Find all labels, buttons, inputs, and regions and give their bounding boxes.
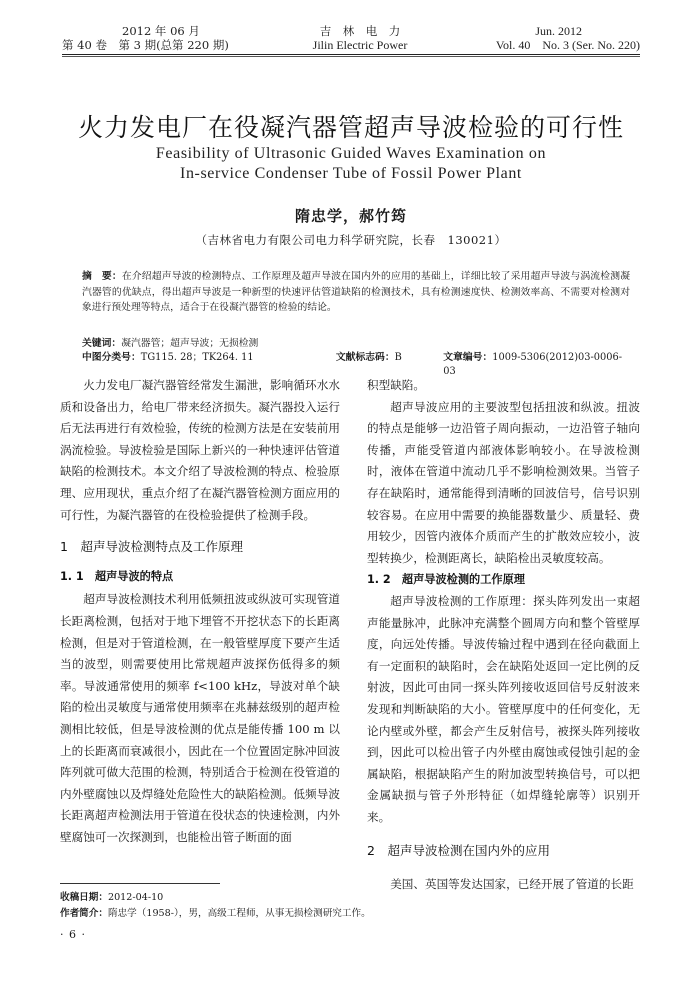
- keywords-label: 关键词：: [82, 338, 122, 349]
- paper-title-en: [62, 144, 640, 184]
- abstract-label: 摘 要：: [82, 271, 122, 282]
- author-bio-label: 作者简介：: [60, 908, 108, 919]
- page-number: · 6 ·: [60, 928, 86, 941]
- received-date-value: 2012-04-10: [107, 892, 164, 903]
- article-number-value: 1009-5306(2012)03-0006-03: [443, 352, 623, 377]
- section-2-heading: 2 超声导波检测在国内外的应用: [367, 843, 550, 859]
- paper-title-en-line2: In-service Condenser Tube of Fossil Power Plant: [180, 165, 522, 182]
- journal-volume: 第 40 卷 第 3 期(总第 220 期): [62, 38, 229, 52]
- author-bio: [60, 906, 640, 922]
- abstract-text: 在介绍超声导波的检测特点、工作原理及超声导波在国内外的应用的基础上，详细比较了采用超声导波与涡流检测凝汽器管的优缺点，得出超声导波是一种新型的快速评估管道缺陷的检测技术，具有检测速度快、检测效率高、不需要对检测对象进行预处理等特点，适合于在役凝汽器管的检验的结论。: [82, 271, 631, 313]
- body-right-column: [367, 375, 640, 896]
- header-rule: [62, 54, 640, 55]
- abstract: [82, 269, 630, 316]
- clc-value: TG115. 28；TK264. 11: [140, 352, 254, 363]
- footnotes: [60, 890, 640, 922]
- authors: 隋忠学，郝竹筠: [294, 207, 407, 225]
- article-meta: [82, 337, 630, 379]
- keywords: [82, 337, 630, 351]
- journal-name: [290, 24, 430, 52]
- journal-name-en: Jilin Electric Power: [312, 38, 408, 52]
- clc-label: 中图分类号：: [82, 352, 141, 363]
- footnote-rule: [60, 883, 220, 884]
- journal-date-volume: [62, 24, 262, 52]
- journal-date-en: Jun. 2012: [535, 24, 582, 38]
- section-1-1-paragraph: 超声导波检测技术利用低频扭波或纵波可实现管道长距离检测，包括对于地下埋管不开挖状态下的长距离检测，但是对于管道检测，在一般管壁厚度下要产生适当的波型，则需要使用比常规超声波探伤低得多的频率。导波通常使用的频率 f<100 kHz，导波对单个缺陷的检出灵敏度与通常使用频率在兆赫兹级别的超声检测相比较低，但是导波检测的优点是能传播 100 m 以上的长距离而衰减很小，因此在一个位置固定脉冲回波阵列就可做大范围的检测，特别适合于检测在役管道的内外壁腐蚀以及焊缝处危险性大的缺陷检测。低频导波长距离超声检测法用于管道在役状态的快速检测，内外壁腐蚀可一次探测到，也能检出管子断面的面: [60, 592, 340, 844]
- author-bio-text: 隋忠学（1958-），男，高级工程师，从事无损检测研究工作。: [107, 908, 371, 919]
- section-1-2-heading: 1. 2 超声导波检测的工作原理: [367, 573, 525, 587]
- journal-date-volume-en: [460, 24, 640, 52]
- journal-name-zh: 吉 林 电 力: [319, 24, 401, 38]
- wave-type-paragraph: 超声导波应用的主要波型包括扭波和纵波。扭波的特点是能够一边沿管子周向振动，一边沿管子轴向传播，声能受管道内部液体影响较小。在导波检测时，液体在管道中流动几乎不影响检测效果。当管子存在缺陷时，通常能得到清晰的回波信号，信号识别较容易。在应用中需要的换能器数量少、质量轻、费用较少，因管内液体介质而产生的扩散效应较小，波型转换少，检测距离长，缺陷检出灵敏度较高。: [367, 399, 640, 565]
- intro-paragraph: 火力发电厂凝汽器管经常发生漏泄，影响循环水水质和设备出力，给电厂带来经济损失。凝汽器投入运行后无法再进行有效检验，传统的检测方法是在安装前用涡流检验。导波检验是国际上新兴的一种快速评估管道缺陷的检测技术。本文介绍了导波检测的特点、检验原理、应用现状，重点介绍了在凝汽器管检测方面应用的可行性，为凝汽器管的在役检验提供了检测手段。: [60, 378, 340, 522]
- received-date-label: 收稿日期：: [60, 892, 108, 903]
- continued-text: 积型缺陷。: [367, 378, 425, 392]
- header-rule-thin: [62, 56, 640, 57]
- doc-code-value: B: [394, 352, 402, 363]
- doc-code-label: 文献标志码：: [335, 352, 395, 363]
- section-1-1-heading: 1. 1 超声导波的特点: [60, 569, 174, 583]
- article-number-label: 文章编号：: [443, 352, 493, 363]
- journal-date: 2012 年 06 月: [122, 24, 200, 38]
- received-date: [60, 890, 640, 906]
- keywords-text: 凝汽器管；超声导波；无损检测: [121, 338, 259, 349]
- affiliation: （吉林省电力有限公司电力科学研究院，长春 130021）: [195, 233, 507, 247]
- journal-volume-en: Vol. 40 No. 3 (Ser. No. 220): [495, 38, 640, 52]
- section-1-2-paragraph: 超声导波检测的工作原理：探头阵列发出一束超声能量脉冲，此脉冲充满整个圆周方向和整个管壁厚度，向远处传播。导波传输过程中遇到在径向截面上有一定面积的缺陷时，会在缺陷处返回一定比例的反射波，因此可由同一探头阵列接收返回信号反射波来发现和判断缺陷的大小。管壁厚度中的任何变化，无论内壁或外壁，都会产生反射信号，被探头阵列接收到，因此可以检出管子内外壁由腐蚀或侵蚀引起的金属缺陷，根据缺陷产生的附加波型转换信号，可以把金属缺损与管子外形特征（如焊缝轮廓等）识别开来。: [367, 593, 640, 824]
- section-1-heading: 1 超声导波检测特点及工作原理: [60, 539, 243, 555]
- paper-title-en-line1: Feasibility of Ultrasonic Guided Waves Examination on: [155, 145, 547, 162]
- body-left-column: [60, 375, 340, 848]
- paper-title-zh: 火力发电厂在役凝汽器管超声导波检验的可行性: [77, 113, 624, 142]
- section-2-paragraph: 美国、英国等发达国家，已经开展了管道的长距: [390, 877, 634, 892]
